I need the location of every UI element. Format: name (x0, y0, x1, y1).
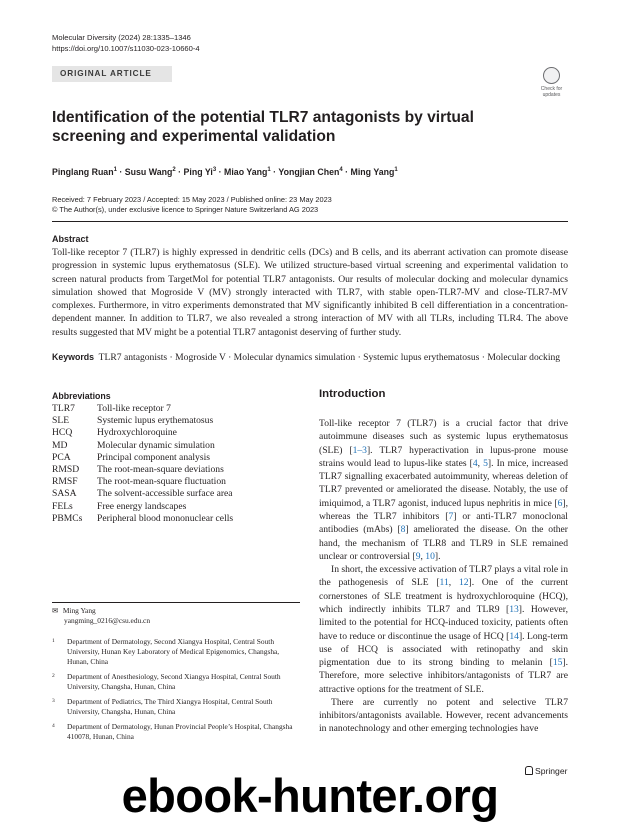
abbreviation-term: SASA (52, 488, 77, 500)
intro-paragraph (319, 417, 568, 563)
introduction-heading: Introduction (319, 388, 386, 400)
intro-text: , (477, 457, 484, 469)
intro-text: ]. One of the current cornerstones of SLE treatment is hydroxychloroquine (HCQ), which indirectly inhibits TLR7 and TLR9 [ (319, 577, 568, 615)
author-affiliation-mark: 1 (394, 167, 398, 173)
journal-header (52, 32, 200, 54)
keywords-section (52, 351, 568, 364)
affiliation-text: Department of Dermatology, Second Xiangya Hospital, Central South University, Hunan Key Laboratory of Medical Epigenomics, Changsha, Hunan, China (67, 637, 280, 666)
author-name[interactable]: Susu Wang (124, 166, 173, 177)
affiliation-text: Department of Dermatology, Hunan Provincial People’s Hospital, Changsha 410078, Hunan, China (67, 722, 293, 741)
abbreviation-term: PBMCs (52, 512, 83, 524)
copyright-line: © The Author(s), under exclusive licence to Springer Nature Switzerland AG 2023 (52, 205, 319, 214)
divider (52, 221, 568, 222)
author-affiliation-mark: 1 (267, 167, 271, 173)
abbreviation-row (52, 476, 233, 488)
affiliation-number: 2 (52, 673, 55, 679)
author-affiliation-mark: 2 (172, 167, 176, 173)
article-type-banner (52, 66, 172, 82)
keywords-text: TLR7 antagonists · Mogroside V · Molecular dynamics simulation · Systemic lupus erythematosus · Molecular docking (98, 352, 561, 363)
intro-text: ]. Long-term use of HCQ is associated with retinopathy and skin pigmentation due to its strong binding to melanin [ (319, 630, 568, 669)
author-separator: · (116, 166, 125, 177)
abbreviation-row (52, 440, 233, 452)
author-list (52, 164, 398, 178)
abbreviation-definition: The solvent-accessible surface area (97, 488, 233, 500)
footnote-divider (52, 602, 300, 603)
abbreviations-heading: Abbreviations (52, 391, 111, 401)
abbreviation-definition: Principal component analysis (97, 451, 210, 463)
citation-link[interactable]: 7 (448, 510, 454, 522)
abbreviation-term: TLR7 (52, 403, 75, 414)
bookmark-icon (543, 67, 560, 84)
citation-link[interactable]: 8 (400, 524, 406, 536)
journal-citation: Molecular Diversity (2024) 28:1335–1346 (52, 33, 191, 42)
citation-link[interactable]: 12 (458, 577, 469, 589)
author-affiliation-mark: 4 (339, 167, 343, 173)
abbreviation-row (52, 415, 233, 427)
citation-link[interactable]: 9 (415, 550, 421, 562)
abbreviation-term: RMSF (52, 476, 78, 488)
abbreviation-definition: Molecular dynamic simulation (97, 439, 215, 451)
author-name[interactable]: Pinglang Ruan (52, 166, 114, 177)
keywords-label: Keywords (52, 352, 95, 362)
abbreviation-definition: Peripheral blood mononuclear cells (97, 512, 234, 524)
article-type-label: ORIGINAL ARTICLE (60, 69, 152, 78)
abbreviation-definition: Toll-like receptor 7 (97, 403, 171, 414)
intro-text: ]. TLR7 hyperactivation in lupus-prone mouse strains would lead to lupus-like states [ (319, 444, 568, 469)
abbreviation-row (52, 427, 233, 439)
check-for-updates-badge[interactable] (536, 67, 567, 100)
intro-text: ]. In mice, increased TLR7 signalling exacerbated autoimmunity, whereas deletion of TLR7 prevented or ameliorated the disease. Notably, the use of imiquimod, a TLR7 agonist, induced lupus nephritis in mice [ (319, 457, 569, 509)
intro-text: ]. However, limited to the potential for HCQ-induced toxicity, patients often have to reduce or discontinue the usage of HCQ [ (319, 603, 568, 642)
abbreviation-definition: The root-mean-square deviations (97, 464, 224, 476)
affiliations (52, 637, 300, 747)
corresponding-author: Ming Yang (62, 606, 96, 615)
author-separator: · (216, 166, 225, 177)
history-dates: Received: 7 February 2023 / Accepted: 15 May 2023 / Published online: 23 May 2023 (52, 195, 332, 204)
citation-link[interactable]: 5 (483, 457, 488, 469)
abbreviation-term: HCQ (52, 427, 73, 439)
citation-link[interactable]: 6 (557, 497, 563, 509)
affiliation-text: Department of Pediatrics, The Third Xiangya Hospital, Central South University, Changsha, Hunan, China (67, 697, 273, 716)
abbreviation-row (52, 488, 233, 500)
intro-text: Toll-like receptor 7 (TLR7) is a crucial factor that drive autoimmune diseases such as systemic lupus erythematosus (SLE) [ (319, 418, 568, 456)
abbreviation-row (52, 501, 233, 513)
abbreviation-row (52, 452, 233, 464)
intro-text: ], whereas the TLR7 inhibitors [ (319, 497, 568, 522)
correspondence (52, 606, 150, 626)
watermark: ebook-hunter.org (121, 769, 499, 822)
intro-text: ]. Therefore, more selective inhibitors/antagonists of TLR7 are attractive options for the treatment of SLE. (319, 657, 568, 695)
citation-link[interactable]: 10 (425, 550, 435, 562)
corresponding-email[interactable]: yangming_0216@csu.edu.cn (64, 616, 151, 625)
citation-link[interactable]: 4 (472, 457, 478, 469)
author-separator: · (342, 166, 351, 177)
abbreviation-term: MD (52, 439, 68, 451)
intro-text: ] ameliorated the disease. On the other hand, the mechanism of TLR8 and TLR9 in SLE remained unclear or controversial [ (319, 524, 568, 562)
envelope-icon: ✉ (52, 606, 59, 615)
abbreviation-definition: Free energy landscapes (97, 500, 187, 512)
citation-link[interactable]: 14 (509, 630, 519, 642)
author-affiliation-mark: 3 (212, 167, 217, 173)
abbreviation-definition: Systemic lupus erythematosus (97, 415, 214, 427)
intro-text: There are currently no potent and selective TLR7 inhibitors/antagonists available. However, recent advancements in nanotechnology and other emerging technologies have (319, 696, 568, 735)
author-separator: · (175, 166, 184, 177)
citation-link[interactable]: 13 (509, 603, 519, 615)
abbreviation-row (52, 513, 233, 525)
intro-text: , (420, 550, 426, 562)
intro-text: , (448, 577, 459, 589)
intro-paragraph (319, 563, 568, 696)
abbreviation-definition: Hydroxychloroquine (97, 427, 177, 439)
abstract-heading: Abstract (52, 234, 89, 244)
paper-title: Identification of the potential TLR7 antagonists by virtual screening and experimental validation (52, 109, 474, 145)
intro-paragraph (319, 696, 568, 736)
abstract-body: Toll-like receptor 7 (TLR7) is highly expressed in dendritic cells (DCs) and B cells, and its aberrant activation can promote disease progression in systemic lupus erythematosus (SLE). We utilized structure-based virtual screening and experimental validation to screen natural products from TargetMol for potential TLR7 antagonists. Our results of molecular docking and molecular dynamics simulation showed that Mogroside V (MV) strongly interacted with TLR7, with stable open-TLR7-MV and close-TLR7-MV complexes. Furthermore, in vitro experiments demonstrated that MV significantly inhibited B cell differentiation in a concentration-dependent manner. In addition to TLR7, we also revealed a strong interaction of MV with all TLRs, including TLR4. The above results suggested that MV might be a potential TLR7 antagonist deserving of further study. (52, 247, 568, 338)
citation-link[interactable]: 1–3 (352, 444, 367, 456)
citation-link[interactable]: 15 (552, 657, 563, 669)
author-name[interactable]: Yongjian Chen (278, 166, 340, 177)
author-name[interactable]: Miao Yang (224, 166, 268, 177)
affiliation-text: Department of Anesthesiology, Second Xiangya Hospital, Central South University, Changsha, Hunan, China (67, 672, 281, 691)
publication-dates (52, 195, 332, 215)
citation-link[interactable]: 11 (439, 577, 449, 589)
doi-link[interactable]: https://doi.org/10.1007/s11030-023-10660-4 (52, 44, 200, 53)
affiliation-item (52, 637, 300, 667)
affiliation-item (52, 697, 300, 717)
abbreviation-term: FELs (52, 500, 73, 512)
intro-text: In short, the excessive activation of TLR7 plays a vital role in the pathogenesis of SLE [ (319, 564, 568, 589)
abbreviations-table (52, 403, 233, 525)
introduction-body (319, 417, 568, 736)
affiliation-number: 3 (52, 698, 55, 704)
affiliation-number: 1 (52, 638, 55, 644)
publisher-name: Springer (535, 766, 568, 776)
intro-text: ] or anti-TLR7 monoclonal antibodies (mAbs) [ (319, 510, 568, 536)
abbreviation-definition: The root-mean-square fluctuation (97, 476, 226, 488)
affiliation-item (52, 672, 300, 692)
affiliation-item (52, 722, 300, 742)
affiliation-number: 4 (52, 723, 55, 729)
abbreviation-term: RMSD (52, 464, 80, 476)
check-updates-label: Check for updates (540, 86, 563, 98)
author-affiliation-mark: 1 (113, 167, 117, 173)
abbreviation-row (52, 464, 233, 476)
author-separator: · (270, 166, 279, 177)
author-name[interactable]: Ming Yang (350, 166, 395, 177)
abbreviation-term: SLE (52, 415, 70, 427)
author-name[interactable]: Ping Yi (183, 166, 213, 177)
abbreviation-term: PCA (52, 451, 71, 463)
abbreviation-row (52, 403, 233, 415)
intro-text: ]. (434, 550, 441, 562)
